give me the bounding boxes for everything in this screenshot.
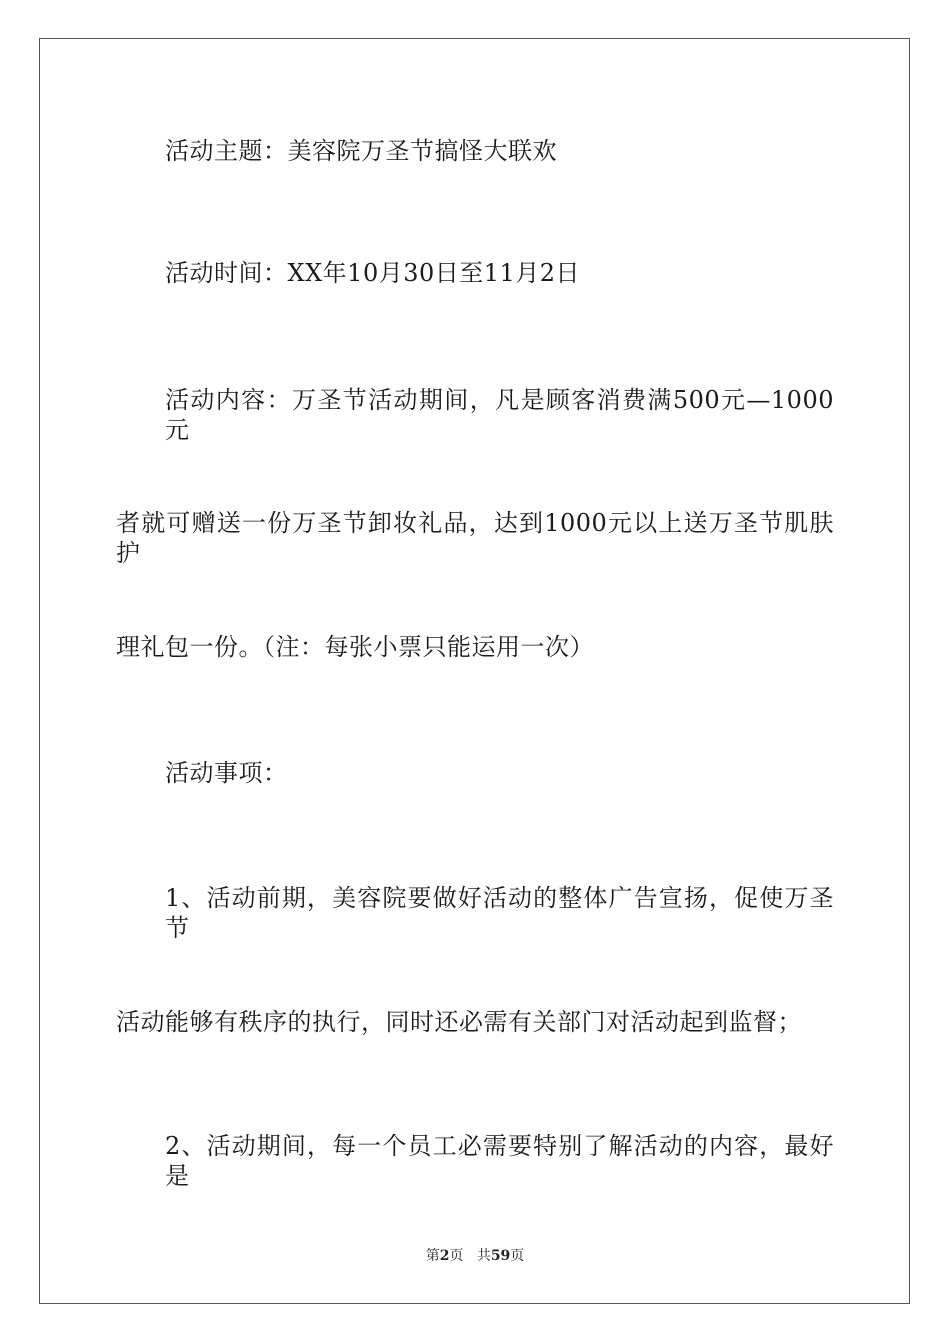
list-item-2-line-1: 2、活动期间，每一个员工必需要特别了解活动的内容，最好是 bbox=[165, 1132, 834, 1190]
paragraph-content-line-3: 理礼包一份。（注：每张小票只能运用一次） bbox=[116, 633, 594, 661]
footer-page-suffix: 页 bbox=[449, 1248, 464, 1264]
list-item-1-line-2: 活动能够有秩序的执行，同时还必需有关部门对活动起到监督； bbox=[116, 1008, 802, 1036]
footer-prefix: 第 bbox=[425, 1248, 440, 1264]
paragraph-theme: 活动主题：美容院万圣节搞怪大联欢 bbox=[165, 137, 557, 165]
footer-total-prefix: 共 bbox=[476, 1248, 491, 1264]
footer-total-pages: 59 bbox=[490, 1248, 511, 1264]
page-frame bbox=[39, 38, 910, 1304]
footer-total-suffix: 页 bbox=[510, 1248, 525, 1264]
paragraph-time: 活动时间：XX年10月30日至11月2日 bbox=[165, 259, 581, 287]
list-item-1-line-1: 1、活动前期，美容院要做好活动的整体广告宣扬，促使万圣节 bbox=[165, 884, 834, 942]
footer-page-number: 2 bbox=[439, 1248, 450, 1264]
section-heading-matters: 活动事项： bbox=[165, 759, 288, 787]
page-footer bbox=[0, 1247, 950, 1265]
paragraph-content-line-2: 者就可赠送一份万圣节卸妆礼品，达到1000元以上送万圣节肌肤护 bbox=[116, 509, 834, 567]
paragraph-content-line-1: 活动内容：万圣节活动期间，凡是顾客消费满500元—1000元 bbox=[165, 386, 834, 444]
